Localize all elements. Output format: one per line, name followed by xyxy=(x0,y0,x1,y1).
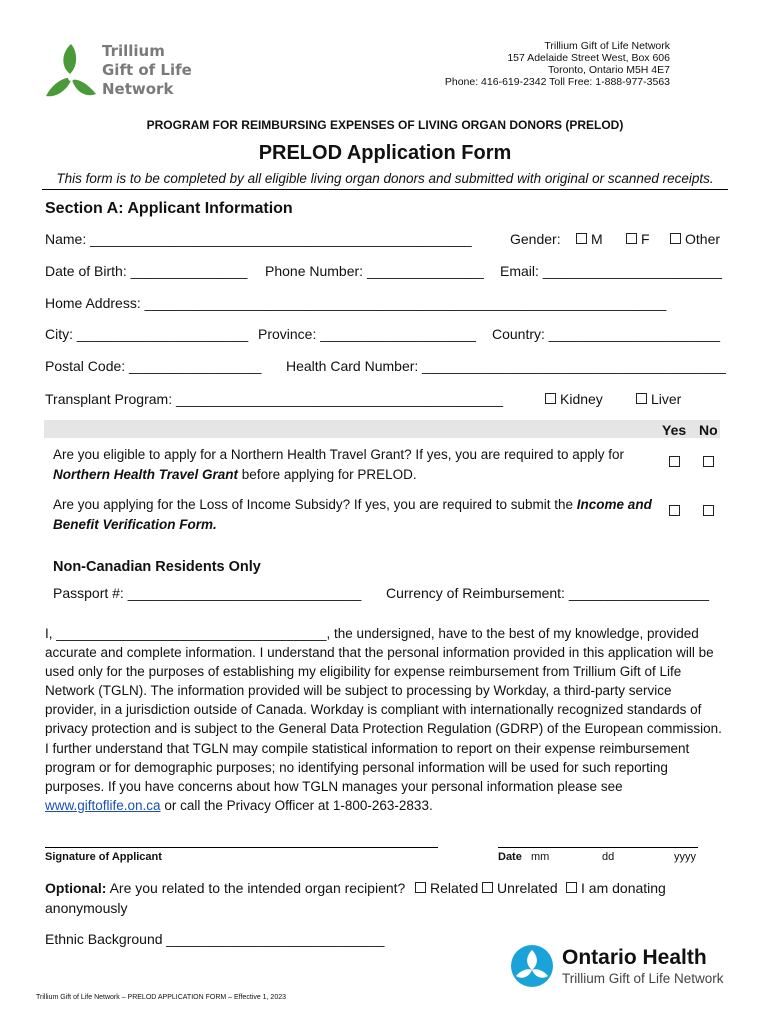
optional-question: Optional: Are you related to the intended organ recipient? xyxy=(45,880,406,896)
address-line: Toronto, Ontario M5H 4E7 xyxy=(548,64,670,76)
ethnic-background-field[interactable]: Ethnic Background ____________________________ xyxy=(45,931,385,947)
declaration-paragraph: I, ____________________________________, the undersigned, have to the best of my knowledge, provided accurate and complete information. I understand that the personal information provided in this application will be used only for the purposes of establishing my eligibility for expense reimbursement from Trillium Gift of Life Network (TGLN). The information provided will be subject to processing by Workday, a third-party service provider, in a jurisdiction outside of Canada. Workday is compliant with internationally recognized standards of privacy protection and is subject to the General Data Protection Regulation (GDRP) of the European commission. I further understand that TGLN may compile statistical information to report on their expense reimbursement program or for demographic purposes; no identifying personal information will be used for such reporting purposes. If you have concerns about how TGLN manages your personal information please see www.giftoflife.on.ca or call the Privacy Officer at 1-800-263-2833. xyxy=(45,626,722,813)
checkbox-icon[interactable] xyxy=(636,393,647,404)
gender-m-option[interactable]: M xyxy=(576,231,603,247)
checkbox-icon[interactable] xyxy=(566,882,577,893)
date-label: Date xyxy=(498,851,522,863)
non-canadian-title: Non-Canadian Residents Only xyxy=(53,559,261,575)
address-line: Phone: 416-619-2342 Toll Free: 1-888-977-3563 xyxy=(444,76,670,88)
ontario-health-logo xyxy=(510,944,750,992)
form-title: PRELOD Application Form xyxy=(258,142,512,164)
checkbox-icon[interactable] xyxy=(576,233,587,244)
gender-other-option[interactable]: Other xyxy=(670,231,720,247)
ontario-health-subtitle: Trillium Gift of Life Network xyxy=(562,971,724,986)
question-loss-of-income: Are you applying for the Loss of Income Subsidy? If yes, you are required to submit the Income and Benefit Verification Form. xyxy=(53,497,652,532)
yes-no-header-band xyxy=(44,420,720,438)
liver-option[interactable]: Liver xyxy=(636,391,681,407)
country-field[interactable]: Country: ______________________ xyxy=(492,326,721,342)
date-mm: mm xyxy=(531,851,550,863)
checkbox-icon[interactable] xyxy=(626,233,637,244)
q1-no-checkbox[interactable] xyxy=(703,456,714,467)
passport-field[interactable]: Passport #: ______________________________ xyxy=(53,585,362,601)
address-line: Trillium Gift of Life Network xyxy=(544,40,670,52)
signature-label: Signature of Applicant xyxy=(45,851,162,863)
giftoflife-link[interactable]: www.giftoflife.on.ca xyxy=(45,797,161,813)
province-field[interactable]: Province: ____________________ xyxy=(258,326,476,342)
yes-header: Yes xyxy=(662,422,687,438)
date-line[interactable] xyxy=(498,847,698,848)
anonymously-text: anonymously xyxy=(45,900,128,916)
no-header: No xyxy=(699,422,718,438)
question-northern-grant: Are you eligible to apply for a Northern Health Travel Grant? If yes, you are required to apply for Northern Health Travel Grant before applying for PRELOD. xyxy=(53,447,625,482)
program-title: PROGRAM FOR REIMBURSING EXPENSES OF LIVING ORGAN DONORS (PRELOD) xyxy=(146,118,624,132)
logo-line-1: Trillium xyxy=(102,42,165,60)
ontario-health-title: Ontario Health xyxy=(562,946,707,969)
phone-field[interactable]: Phone Number: _______________ xyxy=(265,263,484,279)
signature-line[interactable] xyxy=(45,847,438,848)
footer-text: Trillium Gift of Life Network – PRELOD APPLICATION FORM – Effective 1, 2023 xyxy=(36,994,287,1001)
currency-field[interactable]: Currency of Reimbursement: __________________ xyxy=(386,585,709,601)
health-card-field[interactable]: Health Card Number: _______________________________________ xyxy=(286,358,726,374)
checkbox-icon[interactable] xyxy=(482,882,493,893)
address-line: 157 Adelaide Street West, Box 606 xyxy=(507,52,670,64)
checkbox-icon[interactable] xyxy=(545,393,556,404)
unrelated-option[interactable]: Unrelated xyxy=(482,880,558,896)
city-field[interactable]: City: ______________________ xyxy=(45,326,249,342)
checkbox-icon[interactable] xyxy=(415,882,426,893)
transplant-program-field[interactable]: Transplant Program: __________________________________________ xyxy=(45,391,503,407)
gender-label: Gender: xyxy=(510,231,561,247)
dob-field[interactable]: Date of Birth: _______________ xyxy=(45,263,248,279)
related-option[interactable]: Related xyxy=(415,880,478,896)
gender-f-option[interactable]: F xyxy=(626,231,650,247)
postal-code-field[interactable]: Postal Code: _________________ xyxy=(45,358,262,374)
trillium-flower-icon xyxy=(44,42,98,100)
form-subtitle: This form is to be completed by all eligible living organ donors and submitted with original or scanned receipts. xyxy=(56,171,714,186)
logo-line-2: Gift of Life xyxy=(102,61,192,79)
section-a-title: Section A: Applicant Information xyxy=(45,200,293,217)
date-dd: dd xyxy=(602,851,615,863)
address-block xyxy=(445,40,670,88)
q2-no-checkbox[interactable] xyxy=(703,505,714,516)
logo-line-3: Network xyxy=(102,80,174,98)
home-address-field[interactable]: Home Address: ___________________________________________________________________ xyxy=(45,295,667,311)
date-yyyy: yyyy xyxy=(674,851,696,863)
email-field[interactable]: Email: _______________________ xyxy=(500,263,722,279)
ontario-trillium-icon xyxy=(510,944,554,988)
kidney-option[interactable]: Kidney xyxy=(545,391,603,407)
checkbox-icon[interactable] xyxy=(670,233,681,244)
q1-yes-checkbox[interactable] xyxy=(669,456,680,467)
donating-option[interactable]: I am donating xyxy=(566,880,666,896)
q2-yes-checkbox[interactable] xyxy=(669,505,680,516)
name-field[interactable]: Name: _________________________________________________ xyxy=(45,231,472,247)
divider xyxy=(42,189,728,190)
